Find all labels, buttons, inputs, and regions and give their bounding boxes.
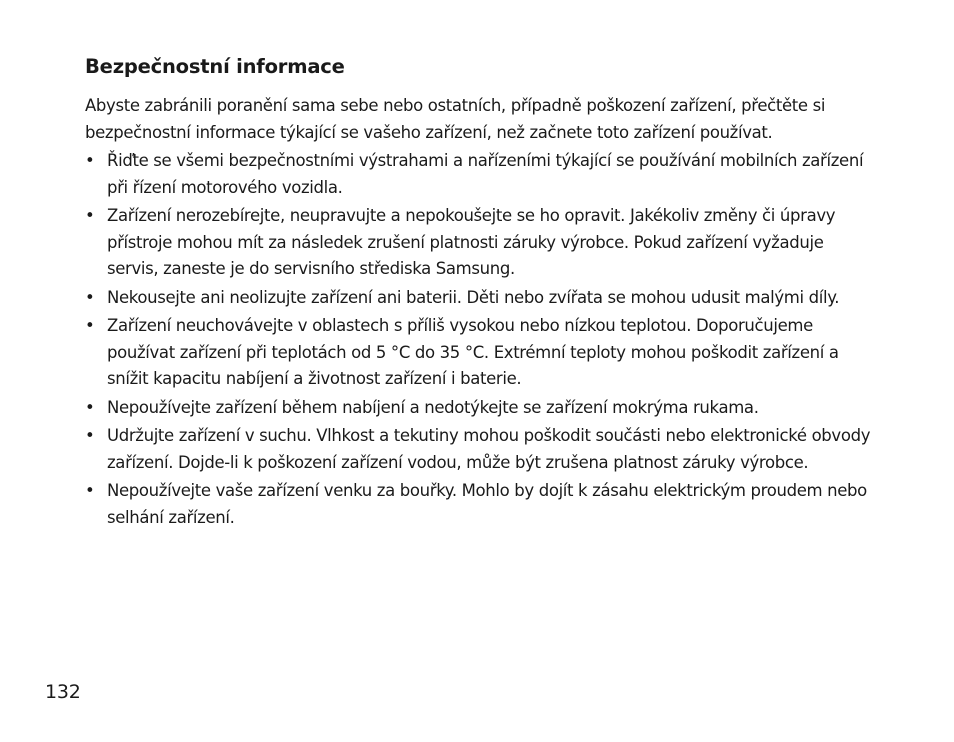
list-item — [85, 148, 875, 201]
bullet-icon: • — [85, 397, 95, 417]
list-item — [85, 203, 875, 283]
list-item-text: Nekousejte ani neolizujte zařízení ani baterii. Děti nebo zvířata se mohou udusit malými díly. — [107, 287, 840, 307]
list-item-text: Nepoužívejte zařízení během nabíjení a nedotýkejte se zařízení mokrýma rukama. — [107, 397, 759, 417]
list-item-text: Nepoužívejte vaše zařízení venku za bouřky. Mohlo by dojít k zásahu elektrickým proudem nebo selhání zařízení. — [107, 481, 867, 527]
list-item-text: Řiďte se všemi bezpečnostními výstrahami a nařízeními týkající se používání mobilních zařízení při řízení motorového vozidla. — [107, 151, 864, 197]
bullet-icon: • — [85, 287, 95, 307]
list-item-text: Udržujte zařízení v suchu. Vlhkost a tekutiny mohou poškodit součásti nebo elektronické obvody zařízení. Dojde-li k poškození zařízení vodou, může být zrušena platnost záruky výrobce. — [107, 426, 871, 472]
bullet-icon: • — [85, 151, 95, 170]
bullet-icon: • — [85, 206, 95, 225]
section-heading: Bezpečnostní informace — [85, 55, 345, 78]
intro-paragraph: Abyste zabránili poranění sama sebe nebo ostatních, případně poškození zařízení, přečtěte si bezpečnostní informace týkající se vašeho zařízení, než začnete toto zařízení používat. — [85, 96, 826, 142]
bullet-icon: • — [85, 316, 95, 335]
bullet-icon: • — [85, 426, 95, 445]
list-item-text: Zařízení nerozebírejte, neupravujte a nepokoušejte se ho opravit. Jakékoliv změny či úpravy přístroje mohou mít za následek zrušení platnosti záruky výrobce. Pokud zařízení vyžaduje servis, zaneste je do servisního střediska Samsung. — [107, 206, 836, 278]
list-item — [85, 313, 875, 393]
list-item — [85, 395, 875, 422]
list-item — [85, 478, 875, 531]
safety-list — [85, 148, 875, 531]
list-item-text: Zařízení neuchovávejte v oblastech s příliš vysokou nebo nízkou teplotou. Doporučujeme používat zařízení při teplotách od 5 °C do 35 °C. Extrémní teploty mohou poškodit zařízení a snížit kapacitu nabíjení a životnost zařízení i baterie. — [107, 316, 839, 388]
section-content — [85, 93, 875, 533]
bullet-icon: • — [85, 481, 95, 500]
list-item — [85, 423, 875, 476]
list-item — [85, 285, 875, 312]
page-number: 132 — [45, 681, 81, 703]
